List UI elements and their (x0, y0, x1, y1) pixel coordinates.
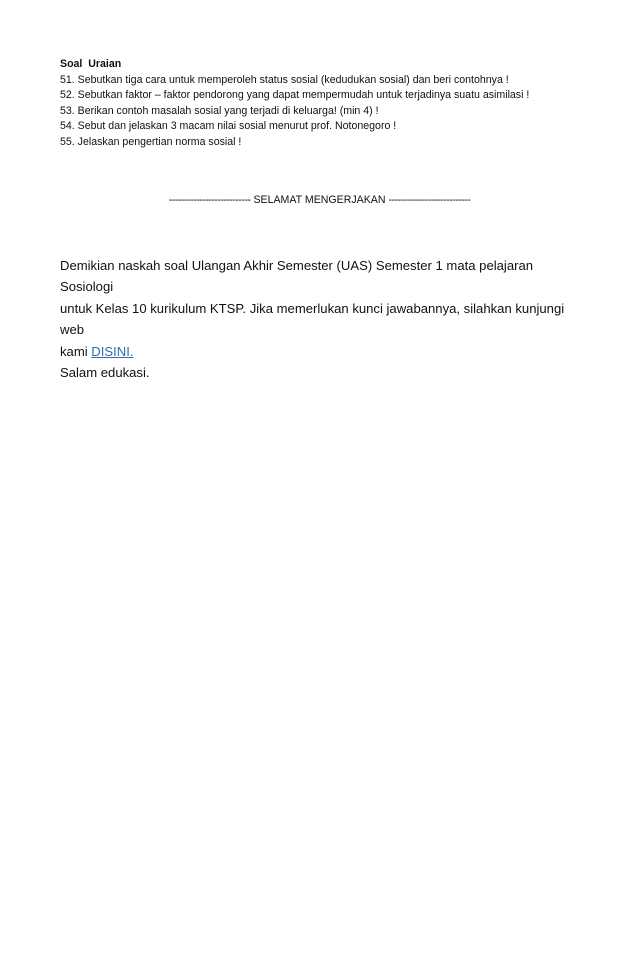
closing-text: SELAMAT MENGERJAKAN (250, 194, 389, 206)
closing-dashes-left: --------------------------- (168, 194, 251, 206)
question-54: 54. Sebut dan jelaskan 3 macam nilai sosial menurut prof. Notonegoro ! (60, 120, 397, 133)
question-53: 53. Berikan contoh masalah sosial yang terjadi di keluarga! (min 4) ! (60, 104, 379, 117)
paragraph-line-2: untuk Kelas 10 kurikulum KTSP. Jika memerlukan kunci jawabannya, silahkan kunjungi web (60, 300, 565, 338)
closing-dashes-right: --------------------------- (388, 194, 471, 206)
closing-paragraph (60, 255, 580, 383)
paragraph-line-3-prefix: kami (60, 343, 92, 359)
paragraph-line-1: Demikian naskah soal Ulangan Akhir Semester (UAS) Semester 1 mata pelajaran Sosiologi (60, 258, 534, 295)
paragraph-line-3 (60, 341, 580, 362)
question-52: 52. Sebutkan faktor – faktor pendorong yang dapat mempermudah untuk terjadinya suatu asimilasi ! (60, 89, 530, 102)
question-55: 55. Jelaskan pengertian norma sosial ! (60, 135, 242, 148)
essay-section-title: Soal Uraian (60, 58, 122, 70)
paragraph-line-4: Salam edukasi. (60, 365, 150, 381)
closing-message (0, 193, 639, 208)
essay-questions-section (60, 57, 600, 151)
disini-link[interactable]: DISINI. (91, 343, 134, 359)
question-51: 51. Sebutkan tiga cara untuk memperoleh status sosial (kedudukan sosial) dan beri contohnya ! (60, 73, 509, 86)
